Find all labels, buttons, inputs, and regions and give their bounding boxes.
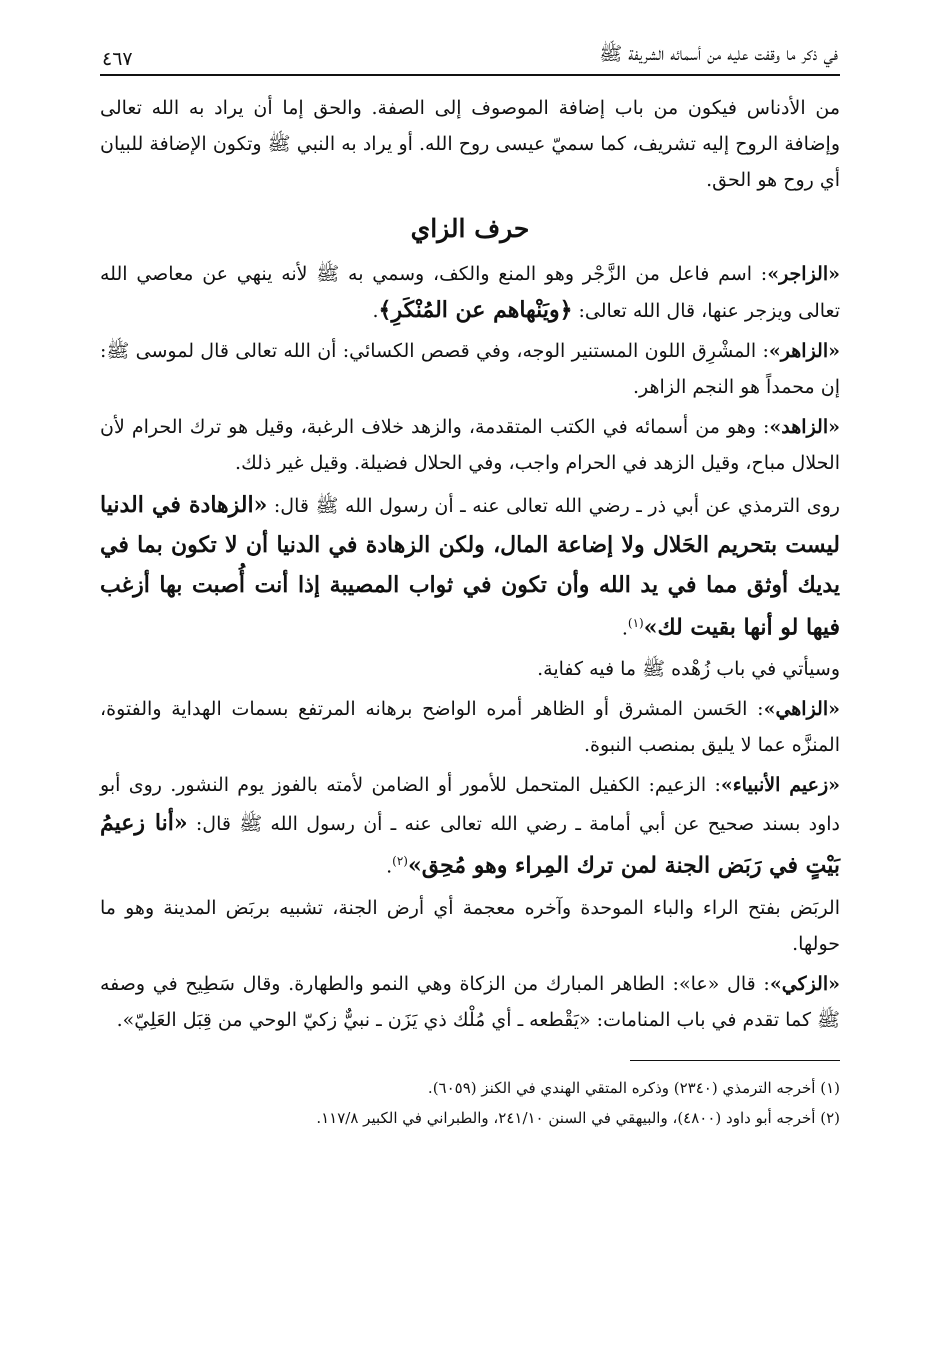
quran-quote: ﴿ويَنْهاهم عن المُنْكَرِ﴾ [378,297,573,323]
footnotes [100,1073,840,1133]
entry-text: : الحَسن المشرق أو الظاهر أمره الواضح برهانه المرتفع بسمات الهداية والفتوة، المنزَّه عما لا يليق بمنصب النبوة. [100,698,840,757]
book-page [100,28,840,1133]
entry-term: «الزاهر» [768,340,840,362]
entry-term: «الزاهد» [769,416,840,438]
hadith-intro: روى الترمذي عن أبي ذر ـ رضي الله تعالى عنه ـ أن رسول الله ﷺ قال: [267,495,840,517]
entry-zahir [100,333,840,405]
entry-term: «زعيم الأنبياء» [720,774,840,797]
entry-term: «الزكي» [769,972,840,995]
entry-term: «الزاجر» [767,263,840,285]
entry-zahi [100,691,840,763]
entry-text: : اسم فاعل من الزَّجْر وهو المنع والكف، وسمي به ﷺ لأنه ينهي عن معاصي الله تعالى ويزجر عنها، قال الله تعالى: [100,263,840,322]
footnote-2: (٢) أخرجه أبو داود (٤٨٠٠)، والبيهقي في السنن ٢٤١/١٠، والطبراني في الكبير ١١٧/٨. [316,1108,840,1127]
entry-zajir [100,256,840,329]
body-text [100,90,840,1038]
entry-zaki [100,966,840,1038]
page-number: ٤٦٧ [102,48,133,70]
intro-paragraph: من الأدناس فيكون من باب إضافة الموصوف إلى الصفة. والحق إما أن يراد به الله تعالى وإضافة الروح إليه تشريف، كما سميّ عيسى روح الله. أو يراد به النبي ﷺ وتكون الإضافة للبيان أي روح هو الحق. [100,97,840,191]
entry-text: : الزعيم: الكفيل المتحمل للأمور أو الضامن لأمته بالفوز يوم النشور. روى أبو داود بسند صحيح عن أبي أمامة ـ رضي الله تعالى عنه ـ أن رسول الله ﷺ قال: [100,774,840,836]
entry-zahid [100,409,840,481]
entry-text: : قال «عا»: الطاهر المبارك من الزكاة وهي النمو والطهارة. وقال سَطِيح في وصفه ﷺ كما تقدم في باب المنامات: «يَقْطعه ـ أي مُلْك ذي يَزَن ـ نبيٌّ زكيّ الوحي من قِبَل العَلِيّ». [100,972,840,1031]
hadith-text: «الزهادة في الدنيا ليست بتحريم الحَلال ولا إضاعة المال، ولكن الزهادة في الدنيا أن لا تكون بما في يديك أوثق مما في يد الله وأن تكون في ثواب المصيبة إذا أنت أُصبت بها أزغب فيها لو أنها بقيت لك» [100,492,840,641]
entry-end: . [372,300,379,322]
entry-text: : المشْرِق اللون المستنير الوجه، وفي قصص الكسائي: أن الله تعالى قال لموسى ﷺ: إن محمداً هو النجم الزاهر. [100,340,840,398]
footnote-ref: (٢) [392,854,408,869]
footnote-1: (١) أخرجه الترمذي (٢٣٤٠) وذكره المتقي الهندي في الكنز (٦٠٥٩). [427,1078,840,1097]
cross-reference: وسيأتي في باب زُهْده ﷺ ما فيه كفاية. [537,658,840,681]
footnote-ref: (١) [627,616,644,630]
running-title: في ذكر ما وقفت عليه من أسمائه الشريفة ﷺ [599,43,838,65]
running-header [100,28,840,76]
entry-text: : وهو من أسمائه في الكتب المتقدمة، والزهد خلاف الرغبة، وقيل هو ترك الحرام لأن الحلال مباح، وقيل الزهد في الحرام واجب، وفي الحلال فضيلة. وقيل غير ذلك. [100,416,840,474]
entry-term: «الزاهي» [763,698,840,721]
section-title: حرف الزاي [410,214,530,243]
gloss-paragraph: الربَض بفتح الراء والباء الموحدة وآخره معجمة أي أرض الجنة، تشبيه بربَض المدينة وهو ما حولها. [100,896,840,955]
hadith-text: «أنا زعيمُ بَيْتٍ في رَبَض الجنة لمن ترك المِراء وهو مُحِق» [100,810,840,879]
hadith-zahada: روى الترمذي عن أبي ذر ـ رضي الله تعالى عنه ـ أن رسول الله ﷺ قال: «الزهادة في الدنيا ليست بتحريم الحَلال ولا إضاعة المال، ولكن الزهادة في الدنيا أن لا تكون بما في يديك أوثق مما في يد الله وأن تكون في ثواب المصيبة إذا أنت أُصبت بها أزغب فيها لو أنها بقيت لك»$^{(١)}$. [100,492,840,641]
entry-zaim: «زعيم الأنبياء»: الزعيم: الكفيل المتحمل للأمور أو الضامن لأمته بالفوز يوم النشور. روى أبو داود بسند صحيح عن أبي أمامة ـ رضي الله تعالى عنه ـ أن رسول الله ﷺ قال: «أنا زعيمُ بَيْتٍ في رَبَض الجنة لمن ترك المِراء وهو مُحِق»$^{(٢)}$. [100,774,840,879]
footnote-divider [630,1060,840,1061]
